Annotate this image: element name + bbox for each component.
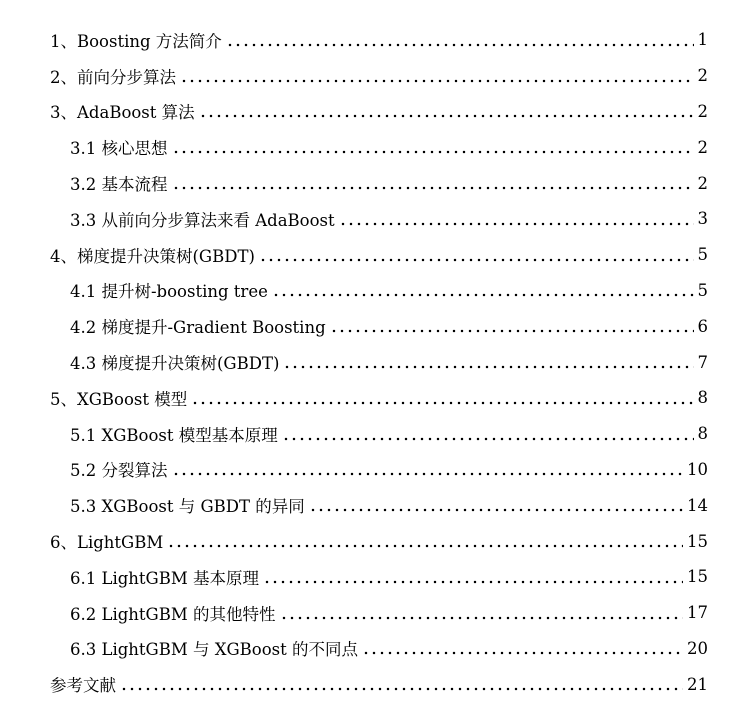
toc-entry-page: 1 bbox=[697, 30, 708, 50]
toc-entry-page: 8 bbox=[697, 388, 708, 408]
toc-entry-title: 参考文献 bbox=[50, 676, 116, 696]
toc-subentry[interactable] bbox=[0, 595, 740, 631]
toc-entry-title: 6.2 LightGBM 的其他特性 bbox=[70, 604, 276, 624]
toc-entry-title: 4.2 梯度提升-Gradient Boosting bbox=[70, 318, 326, 338]
toc-entry-title: 4.3 梯度提升决策树(GBDT) bbox=[70, 354, 280, 374]
toc-entry-page: 5 bbox=[697, 245, 708, 265]
toc-subentry[interactable] bbox=[0, 129, 740, 165]
toc-dot-leader bbox=[172, 472, 684, 476]
toc-dot-leader bbox=[272, 293, 694, 297]
toc-dot-leader bbox=[280, 616, 684, 620]
toc-entry-page: 3 bbox=[697, 209, 708, 229]
toc-dot-leader bbox=[167, 544, 683, 548]
toc-entry[interactable] bbox=[0, 523, 740, 559]
toc-entry-title: 3.1 核心思想 bbox=[70, 139, 168, 159]
toc-entry[interactable] bbox=[0, 666, 740, 702]
toc-entry-title: 1、Boosting 方法简介 bbox=[50, 31, 222, 51]
toc-dot-leader bbox=[172, 186, 694, 190]
toc-dot-leader bbox=[199, 114, 694, 118]
toc-entry[interactable] bbox=[0, 58, 740, 94]
toc-subentry[interactable] bbox=[0, 201, 740, 237]
toc-entry-page: 15 bbox=[687, 531, 708, 551]
toc-dot-leader bbox=[263, 580, 683, 584]
toc-subentry[interactable] bbox=[0, 165, 740, 201]
toc-entry-page: 7 bbox=[697, 352, 708, 372]
toc-subentry[interactable] bbox=[0, 308, 740, 344]
toc-dot-leader bbox=[339, 222, 694, 226]
toc-dot-leader bbox=[120, 687, 683, 691]
toc-entry[interactable] bbox=[0, 237, 740, 273]
toc-entry-page: 20 bbox=[687, 638, 708, 658]
toc-entry-page: 14 bbox=[687, 495, 708, 515]
toc-entry-title: 3.2 基本流程 bbox=[70, 175, 168, 195]
toc-entry[interactable] bbox=[0, 94, 740, 130]
toc-entry-title: 3、AdaBoost 算法 bbox=[50, 103, 195, 123]
toc-entry-title: 6.1 LightGBM 基本原理 bbox=[70, 568, 259, 588]
toc-entry-page: 2 bbox=[697, 137, 708, 157]
toc-entry-title: 5.2 分裂算法 bbox=[70, 461, 168, 481]
toc-entry-title: 6、LightGBM bbox=[50, 533, 164, 553]
toc-dot-leader bbox=[309, 508, 683, 512]
toc-entry-title: 6.3 LightGBM 与 XGBoost 的不同点 bbox=[70, 640, 358, 660]
toc-entry[interactable] bbox=[0, 380, 740, 416]
toc-entry-page: 2 bbox=[697, 101, 708, 121]
toc-entry-page: 17 bbox=[687, 603, 708, 623]
toc-entry-title: 4.1 提升树-boosting tree bbox=[70, 282, 268, 302]
toc-dot-leader bbox=[282, 437, 694, 441]
toc-subentry[interactable] bbox=[0, 452, 740, 488]
toc-entry-page: 15 bbox=[687, 567, 708, 587]
toc-subentry[interactable] bbox=[0, 631, 740, 667]
toc-dot-leader bbox=[226, 43, 694, 47]
toc-dot-leader bbox=[330, 329, 694, 333]
toc-entry-page: 2 bbox=[697, 173, 708, 193]
toc-dot-leader bbox=[191, 401, 693, 405]
toc-entry-page: 21 bbox=[687, 674, 708, 694]
toc-subentry[interactable] bbox=[0, 344, 740, 380]
toc-entry[interactable] bbox=[0, 22, 740, 58]
toc-entry-title: 5、XGBoost 模型 bbox=[50, 389, 188, 409]
toc-dot-leader bbox=[259, 258, 694, 262]
toc-entry-title: 5.1 XGBoost 模型基本原理 bbox=[70, 425, 278, 445]
toc-entry-title: 2、前向分步算法 bbox=[50, 67, 176, 87]
toc-entry-page: 8 bbox=[697, 424, 708, 444]
toc-entry-page: 2 bbox=[697, 66, 708, 86]
toc-entry-title: 3.3 从前向分步算法来看 AdaBoost bbox=[70, 210, 335, 230]
toc-subentry[interactable] bbox=[0, 559, 740, 595]
toc-entry-page: 5 bbox=[697, 280, 708, 300]
toc-entry-page: 6 bbox=[697, 316, 708, 336]
toc-entry-title: 4、梯度提升决策树(GBDT) bbox=[50, 246, 255, 266]
toc-subentry[interactable] bbox=[0, 416, 740, 452]
toc-entry-page: 10 bbox=[687, 459, 708, 479]
toc-dot-leader bbox=[180, 79, 694, 83]
toc-dot-leader bbox=[172, 150, 694, 154]
toc-dot-leader bbox=[283, 365, 693, 369]
toc-entry-title: 5.3 XGBoost 与 GBDT 的异同 bbox=[70, 497, 305, 517]
toc-subentry[interactable] bbox=[0, 487, 740, 523]
table-of-contents bbox=[0, 22, 740, 702]
toc-subentry[interactable] bbox=[0, 273, 740, 309]
toc-dot-leader bbox=[362, 651, 683, 655]
